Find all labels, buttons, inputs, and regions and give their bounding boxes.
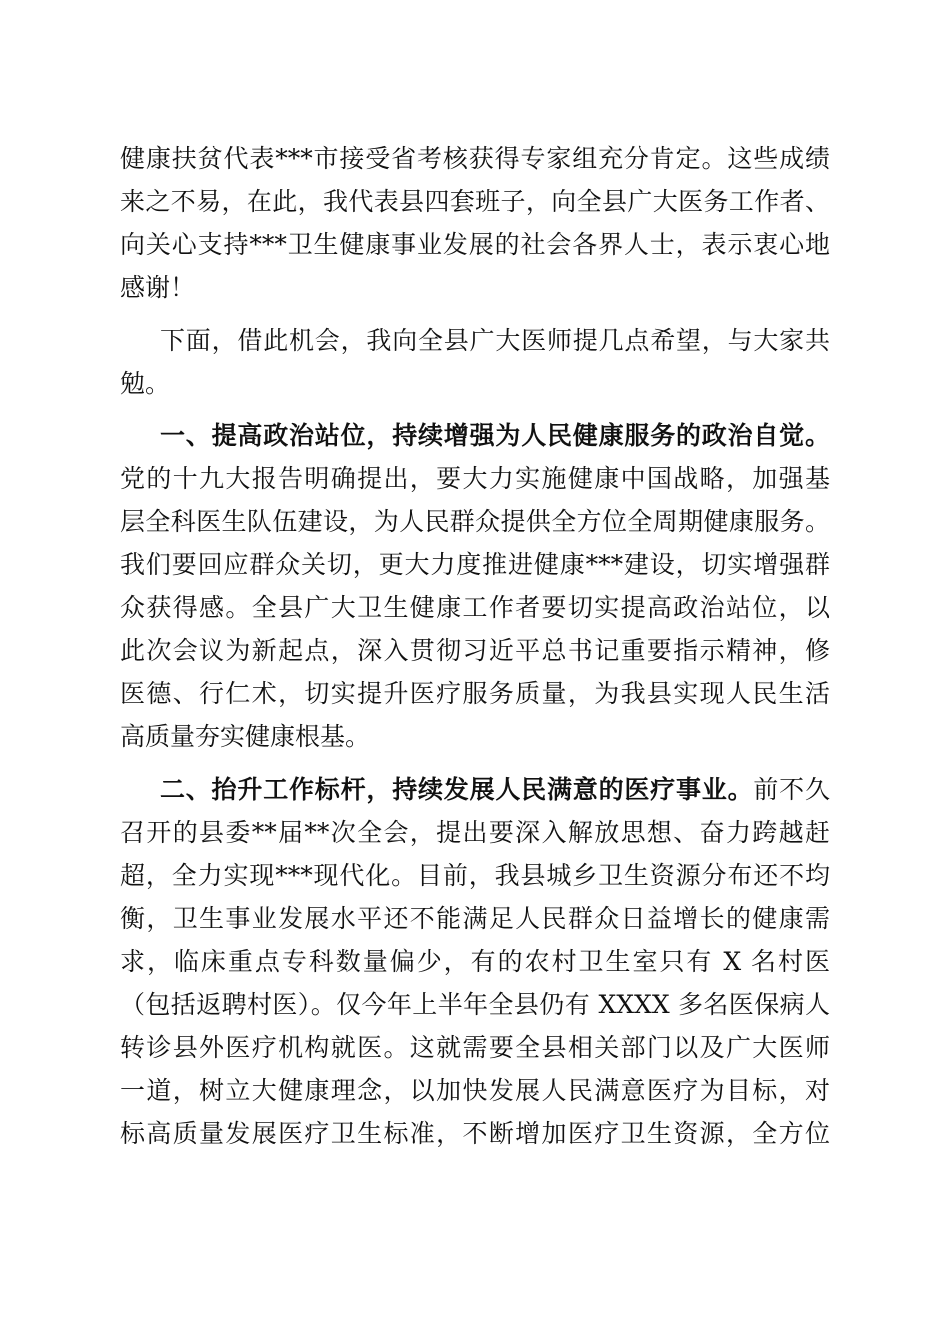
paragraph-line: 向关心支持***卫生健康事业发展的社会各界人士，表示衷心地	[120, 230, 830, 259]
paragraph-line: 转诊县外医疗机构就医。这就需要全县相关部门以及广大医师	[120, 1033, 830, 1062]
paragraph-line: 党的十九大报告明确提出，要大力实施健康中国战略，加强基	[120, 464, 830, 493]
paragraph-line: 层全科医生队伍建设，为人民群众提供全方位全周期健康服务。	[120, 507, 830, 536]
paragraph-line: 感谢！	[120, 273, 196, 302]
paragraph-line: 高质量夯实健康根基。	[120, 722, 371, 751]
section-heading-2-line	[160, 770, 830, 810]
paragraph-line: 一道，树立大健康理念，以加快发展人民满意医疗为目标，对	[120, 1076, 830, 1105]
paragraph-line: 超，全力实现***现代化。目前，我县城乡卫生资源分布还不均	[120, 861, 830, 890]
paragraph-line: 来之不易，在此，我代表县四套班子，向全县广大医务工作者、	[120, 187, 830, 216]
section-heading-2-tail: 前不久	[753, 775, 830, 804]
paragraph-line: 众获得感。全县广大卫生健康工作者要切实提高政治站位，以	[120, 593, 830, 622]
paragraph-line: 标高质量发展医疗卫生标准，不断增加医疗卫生资源，全方位	[120, 1119, 830, 1148]
paragraph-line: 求，临床重点专科数量偏少，有的农村卫生室只有 X 名村医	[120, 947, 830, 976]
paragraph-line: 召开的县委**届**次全会，提出要深入解放思想、奋力跨越赶	[120, 818, 830, 847]
paragraph-line: 健康扶贫代表***市接受省考核获得专家组充分肯定。这些成绩	[120, 144, 830, 173]
section-heading-1: 一、提高政治站位，持续增强为人民健康服务的政治自觉。	[160, 421, 830, 450]
paragraph-line: （包括返聘村医）。仅今年上半年全县仍有 XXXX 多名医保病人	[120, 990, 830, 1019]
paragraph-line: 勉。	[120, 369, 171, 398]
paragraph-line: 医德、行仁术，切实提升医疗服务质量，为我县实现人民生活	[120, 679, 830, 708]
paragraph-line: 此次会议为新起点，深入贯彻习近平总书记重要指示精神，修	[120, 636, 830, 665]
section-heading-2: 二、抬升工作标杆，持续发展人民满意的医疗事业。	[160, 775, 754, 804]
paragraph-line: 衡，卫生事业发展水平还不能满足人民群众日益增长的健康需	[120, 904, 830, 933]
paragraph-line: 我们要回应群众关切，更大力度推进健康***建设，切实增强群	[120, 550, 830, 579]
paragraph-line: 下面，借此机会，我向全县广大医师提几点希望，与大家共	[160, 326, 830, 355]
